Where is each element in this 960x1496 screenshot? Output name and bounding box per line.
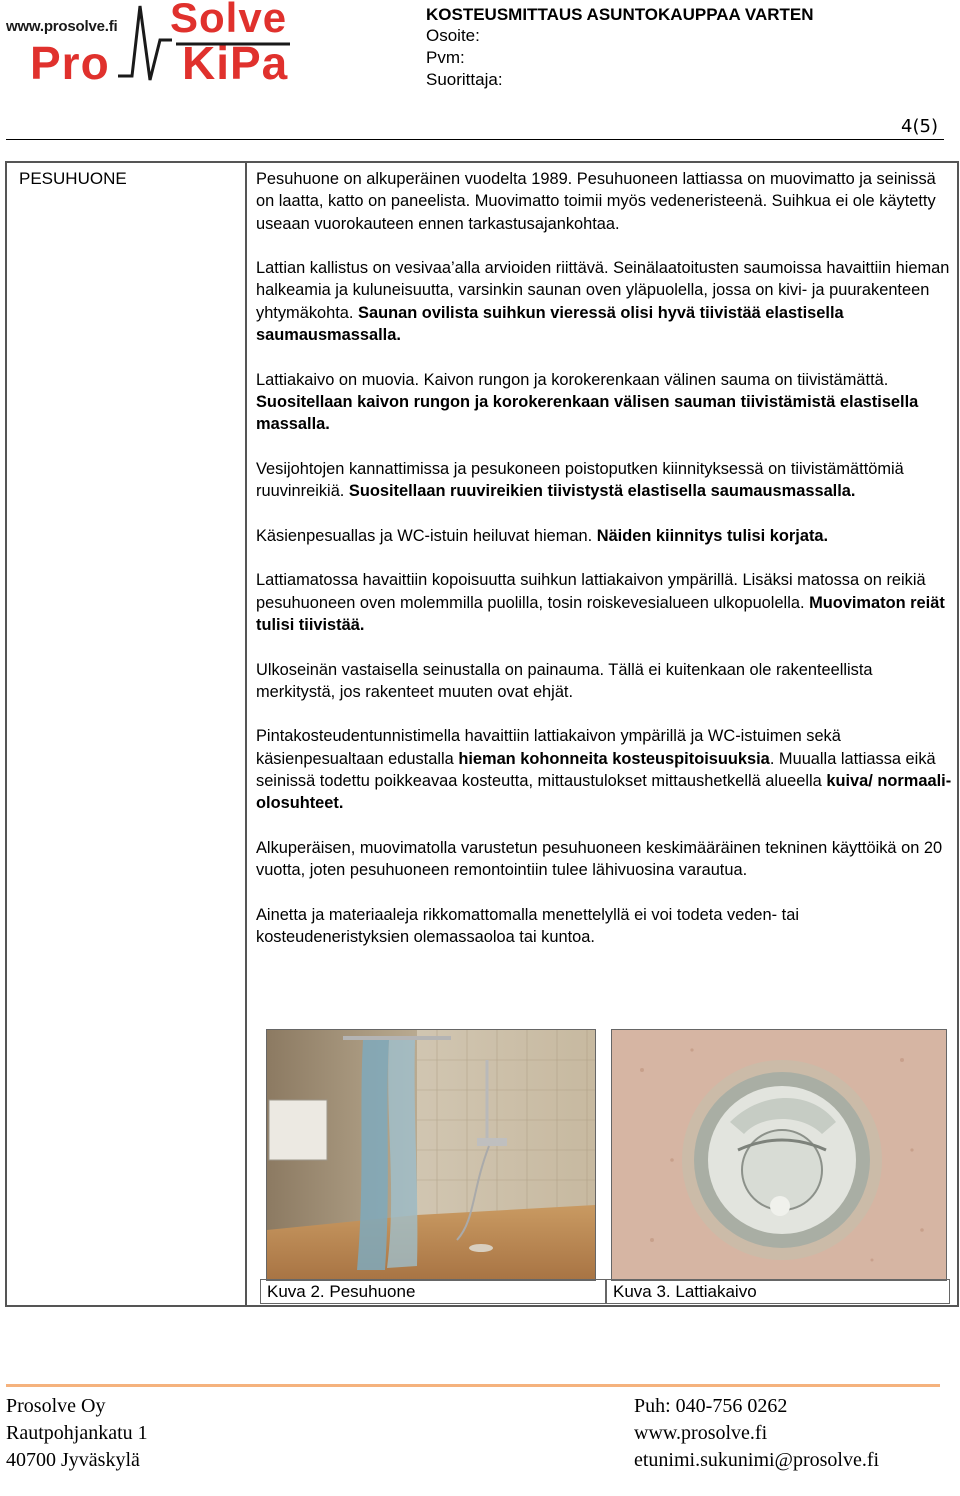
paragraph-text: Lattiamatossa havaittiin kopoisuutta suihkun lattiakaivon ympärillä. Lisäksi matossa on reikiä pesuhuoneen oven molemmilla puolilla, tosin roiskevesialueen ulkopuolella.: [256, 571, 926, 612]
logo-word-kipa: KiPa: [182, 37, 289, 89]
performer-label: Suorittaja:: [426, 70, 503, 89]
date-label: Pvm:: [426, 48, 465, 67]
paragraph-highlight: hieman kohonneita kosteuspitoisuuksia: [458, 749, 770, 768]
logo-word-solve: Solve: [170, 0, 288, 41]
paragraph-recommendation: Saunan ovilista suihkun vieressä olisi hyvä tiivistää elastisella saumausmassalla.: [256, 303, 844, 345]
paragraph-text: Pintakosteudentunnistimella havaittiin lattiakaivon ympärillä ja WC-istuimen sekä käsienpesualtaan edustalla: [256, 727, 841, 768]
email-link[interactable]: etunimi.sukunimi@prosolve.fi: [634, 1449, 880, 1471]
paragraph: [256, 525, 956, 547]
paragraph: [256, 837, 956, 882]
paragraph: [256, 725, 956, 814]
paragraph: [256, 168, 956, 235]
footer-divider: [6, 1384, 940, 1387]
paragraph: [256, 369, 956, 436]
logo-word-pro: Pro: [30, 37, 110, 89]
paragraph: [256, 904, 956, 949]
street-address: Rautpohjankatu 1: [6, 1422, 148, 1444]
paragraph: [256, 458, 956, 503]
paragraph-text: Ulkoseinän vastaisella seinustalla on painauma. Tällä ei kuitenkaan ole rakenteellista merkitystä, jos rakenteet muuten ovat ehjät.: [256, 660, 873, 701]
section-text: [256, 168, 956, 971]
paragraph-text: Lattiakaivo on muovia. Kaivon rungon ja korokerenkaan välinen sauma on tiivistämättä.: [256, 370, 889, 389]
paragraph-recommendation: Näiden kiinnitys tulisi korjata.: [596, 526, 829, 545]
company-name: Prosolve Oy: [6, 1395, 106, 1417]
bathroom-photo: [266, 1029, 596, 1281]
phone-number: Puh: 040-756 0262: [634, 1395, 788, 1417]
paragraph-text: Ainetta ja materiaaleja rikkomattomalla menettelyllä ei voi todeta veden- tai kosteudeneristyksien olemassaoloa tai kuntoa.: [256, 905, 799, 947]
company-logo: [0, 0, 300, 89]
column-divider: [245, 163, 247, 1305]
floor-drain-photo: [611, 1029, 947, 1281]
address-label: Osoite:: [426, 26, 480, 45]
footer-address: [6, 1393, 148, 1474]
section-label: PESUHUONE: [19, 169, 127, 188]
paragraph: [256, 257, 956, 346]
paragraph: [256, 659, 956, 704]
logo-url: www.prosolve.fi: [6, 18, 118, 35]
paragraph-text: Käsienpesuallas ja WC-istuin heiluvat hieman.: [256, 526, 597, 545]
city: 40700 Jyväskylä: [6, 1449, 140, 1471]
paragraph-text: Lattian kallistus on vesivaa’alla arvioiden riittävä. Seinälaatoitusten saumoissa havaittiin hieman halkeamia ja kuluneisuutta, varsinkin saunan oven yläpuolella, jossa on kivi- ja puurakenteen yhtymäkohta.: [256, 259, 950, 322]
paragraph-text: Alkuperäisen, muovimatolla varustetun pesuhuoneen keskimääräinen tekninen käyttöikä on 20 vuotta, joten pesuhuoneen remontointiin tulee lähivuosina varautua.: [256, 838, 943, 880]
paragraph-highlight: kuiva/ normaali-olosuhteet.: [256, 772, 952, 813]
inspection-table: [5, 161, 959, 1307]
photo-row: [256, 1029, 950, 1306]
paragraph-text: . Muualla lattiassa eikä seinissä todettu poikkeavaa kosteutta, mittaustulokset mittaushetkellä alueella: [256, 749, 936, 791]
photo-caption: Kuva 3. Lattiakaivo: [606, 1279, 950, 1304]
paragraph-recommendation: Suositellaan kaivon rungon ja korokerenkaan välisen sauman tiivistämistä elastisella massalla.: [256, 392, 919, 434]
document-title: KOSTEUSMITTAUS ASUNTOKAUPPAA VARTEN: [426, 5, 814, 24]
website-link[interactable]: www.prosolve.fi: [634, 1422, 768, 1444]
document-header: [426, 4, 814, 91]
paragraph-text: Vesijohtojen kannattimissa ja pesukoneen poistoputken kiinnityksessä on tiivistämättömiä ruuvinreikiä.: [256, 459, 904, 501]
paragraph-recommendation: Muovimaton reiät tulisi tiivistää.: [256, 593, 945, 634]
photo-caption: Kuva 2. Pesuhuone: [260, 1279, 606, 1304]
paragraph-text: Pesuhuone on alkuperäinen vuodelta 1989. Pesuhuoneen lattiassa on muovimatto ja seinissä on laatta, katto on paneelista. Muovimatto toimii myös vedeneristeenä. Suihkua ei ole käytetty useaan vuorokauteen ennen tarkastusajankohtaa.: [256, 170, 936, 233]
page-number: 4(5): [901, 116, 938, 137]
paragraph: [256, 569, 956, 636]
header-divider: [6, 139, 944, 140]
paragraph-recommendation: Suositellaan ruuvireikien tiivistystä elastisella saumausmassalla.: [348, 482, 856, 501]
footer-contact: [634, 1393, 879, 1474]
